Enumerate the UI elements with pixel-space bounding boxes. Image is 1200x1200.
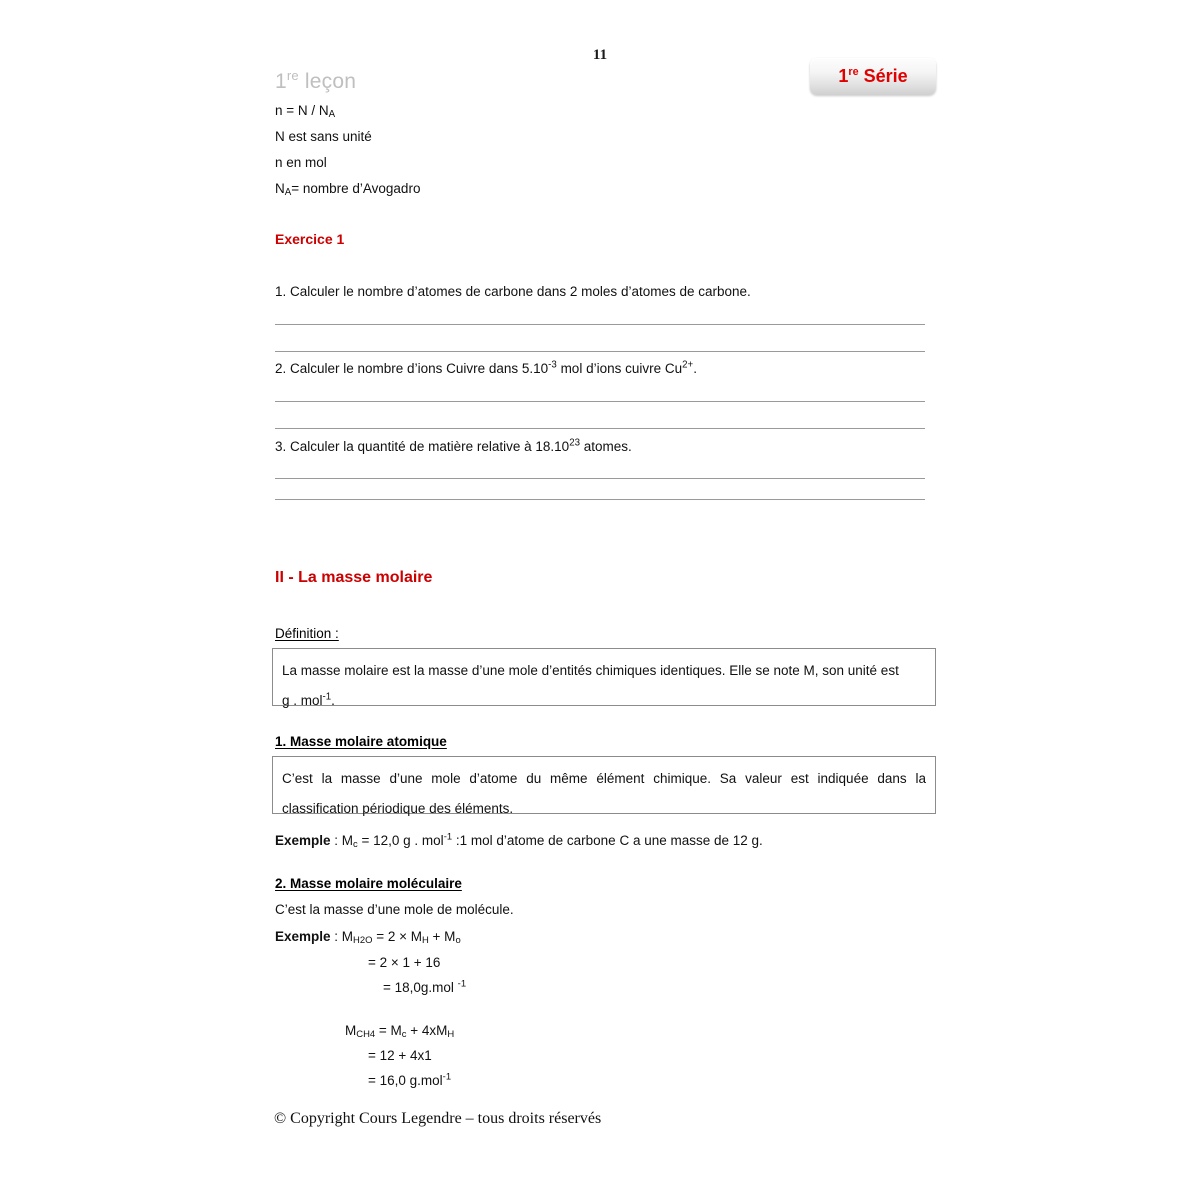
serie-badge-text: Série <box>858 66 908 86</box>
exercise-question-2-exponent-2: 2+ <box>682 359 694 371</box>
exercise-title: Exercice 1 <box>275 231 345 247</box>
ch4-calculation-line-3 <box>368 1073 451 1088</box>
definition-label-text: Définition : <box>275 626 339 641</box>
definition-label <box>275 626 339 641</box>
h2o-calculation-line-3 <box>383 980 466 995</box>
subsection-title-moleculaire <box>275 876 462 891</box>
ch4-result-exponent: -1 <box>442 1071 452 1083</box>
copyright-notice: © Copyright Cours Legendre – tous droits réservés <box>274 1110 602 1127</box>
ch4-calculation-line-2: = 12 + 4x1 <box>368 1048 432 1063</box>
serie-badge-label <box>838 66 907 87</box>
definition-box-line-1: La masse molaire est la masse d’une mole d’entités chimiques identiques. Elle se note M, son unité est <box>282 663 899 678</box>
exercise-question-3-exponent: 23 <box>569 437 580 449</box>
intro-line-4-subscript: A <box>284 187 292 199</box>
exercise-question-2-after: . <box>693 361 697 376</box>
exercise-question-3-before: 3. Calculer la quantité de matière relative à 18.10 <box>275 439 570 454</box>
exercise-question-3 <box>275 439 632 454</box>
intro-line-4 <box>275 181 421 199</box>
example-atomique-mid: = 12,0 g . mol <box>357 833 444 848</box>
ch4-m-symbol: M <box>345 1023 357 1038</box>
exercise-question-2-exponent-1: -3 <box>548 359 557 371</box>
example-atomique-label: Exemple <box>275 833 331 848</box>
example-atomique-subscript: c <box>353 839 358 851</box>
exercise-question-3-after: atomes. <box>580 439 632 454</box>
lesson-label-text: leçon <box>298 70 357 93</box>
example-moleculaire <box>275 929 461 947</box>
exercise-question-1: 1. Calculer le nombre d’atomes de carbone dans 2 moles d’atomes de carbone. <box>275 284 751 299</box>
ch4-calculation-line-1 <box>345 1023 455 1041</box>
example-moleculaire-subscript-h2o: H2O <box>353 935 373 947</box>
example-atomique-sep: : M <box>330 833 354 848</box>
h2o-result-value: = 18,0g.mol <box>383 980 458 995</box>
answer-rule <box>275 324 925 325</box>
example-moleculaire-sep: : M <box>330 929 354 944</box>
ch4-result-value: = 16,0 g.mol <box>368 1073 443 1088</box>
exercise-question-2-before: 2. Calculer le nombre d’ions Cuivre dans 5.10 <box>275 361 549 376</box>
answer-rule <box>275 351 925 352</box>
exercise-question-2 <box>275 361 697 376</box>
h2o-result-exponent: -1 <box>457 978 467 990</box>
lesson-label-ordinal: re <box>286 68 299 83</box>
example-moleculaire-subscript-o: o <box>455 935 461 947</box>
intro-formula-text: n = N / N <box>275 103 329 118</box>
section-title-masse-molaire: II - La masse molaire <box>275 569 433 586</box>
serie-badge-ordinal: re <box>848 66 859 78</box>
intro-line-2: N est sans unité <box>275 129 372 144</box>
definition-box-period: . <box>331 693 335 708</box>
example-atomique-exponent: -1 <box>443 831 453 843</box>
lesson-label-number: 1 <box>275 70 287 93</box>
intro-line-4-rest: = nombre d’Avogadro <box>291 181 421 196</box>
example-moleculaire-rest: = 2 × M <box>372 929 422 944</box>
h2o-calculation-line-2: = 2 × 1 + 16 <box>368 955 441 970</box>
exercise-question-2-mid: mol d’ions cuivre Cu <box>556 361 683 376</box>
example-atomique-rest: :1 mol d’atome de carbone C a une masse de 12 g. <box>452 833 763 848</box>
serie-badge <box>810 58 936 95</box>
definition-box-unit: g . mol <box>282 693 323 708</box>
intro-line-3: n en mol <box>275 155 327 170</box>
ch4-subscript-c: c <box>401 1029 407 1041</box>
example-moleculaire-subscript-h: H <box>421 935 429 947</box>
intro-formula-line <box>275 103 336 121</box>
page-number: 11 <box>592 47 608 63</box>
intro-formula-subscript: A <box>328 109 336 121</box>
definition-box <box>272 648 936 706</box>
answer-rule <box>275 478 925 479</box>
example-atomique <box>275 831 763 851</box>
answer-rule <box>275 499 925 500</box>
serie-badge-number: 1 <box>838 66 849 86</box>
definition-box-line-2 <box>282 686 926 716</box>
atomique-box: C’est la masse d’une mole d’atome du même élément chimique. Sa valeur est indiquée dans la classification périodique des éléments. <box>272 756 936 814</box>
answer-rule <box>275 428 925 429</box>
answer-rule <box>275 401 925 402</box>
ch4-subscript: CH4 <box>356 1029 376 1041</box>
moleculaire-text: C’est la masse d’une mole de molécule. <box>275 902 514 917</box>
example-moleculaire-label: Exemple <box>275 929 331 944</box>
definition-box-unit-exponent: -1 <box>322 691 332 703</box>
example-moleculaire-rest2: + M <box>428 929 456 944</box>
subsection-title-moleculaire-text: 2. Masse molaire moléculaire <box>275 876 462 891</box>
subsection-title-atomique <box>275 734 447 749</box>
subsection-title-atomique-text: 1. Masse molaire atomique <box>275 734 447 749</box>
ch4-line1-mid: = M <box>375 1023 402 1038</box>
ch4-subscript-h: H <box>447 1029 455 1041</box>
intro-line-4-prefix: N <box>275 181 285 196</box>
ch4-line1-rest: + 4xM <box>406 1023 448 1038</box>
lesson-label <box>275 70 356 94</box>
